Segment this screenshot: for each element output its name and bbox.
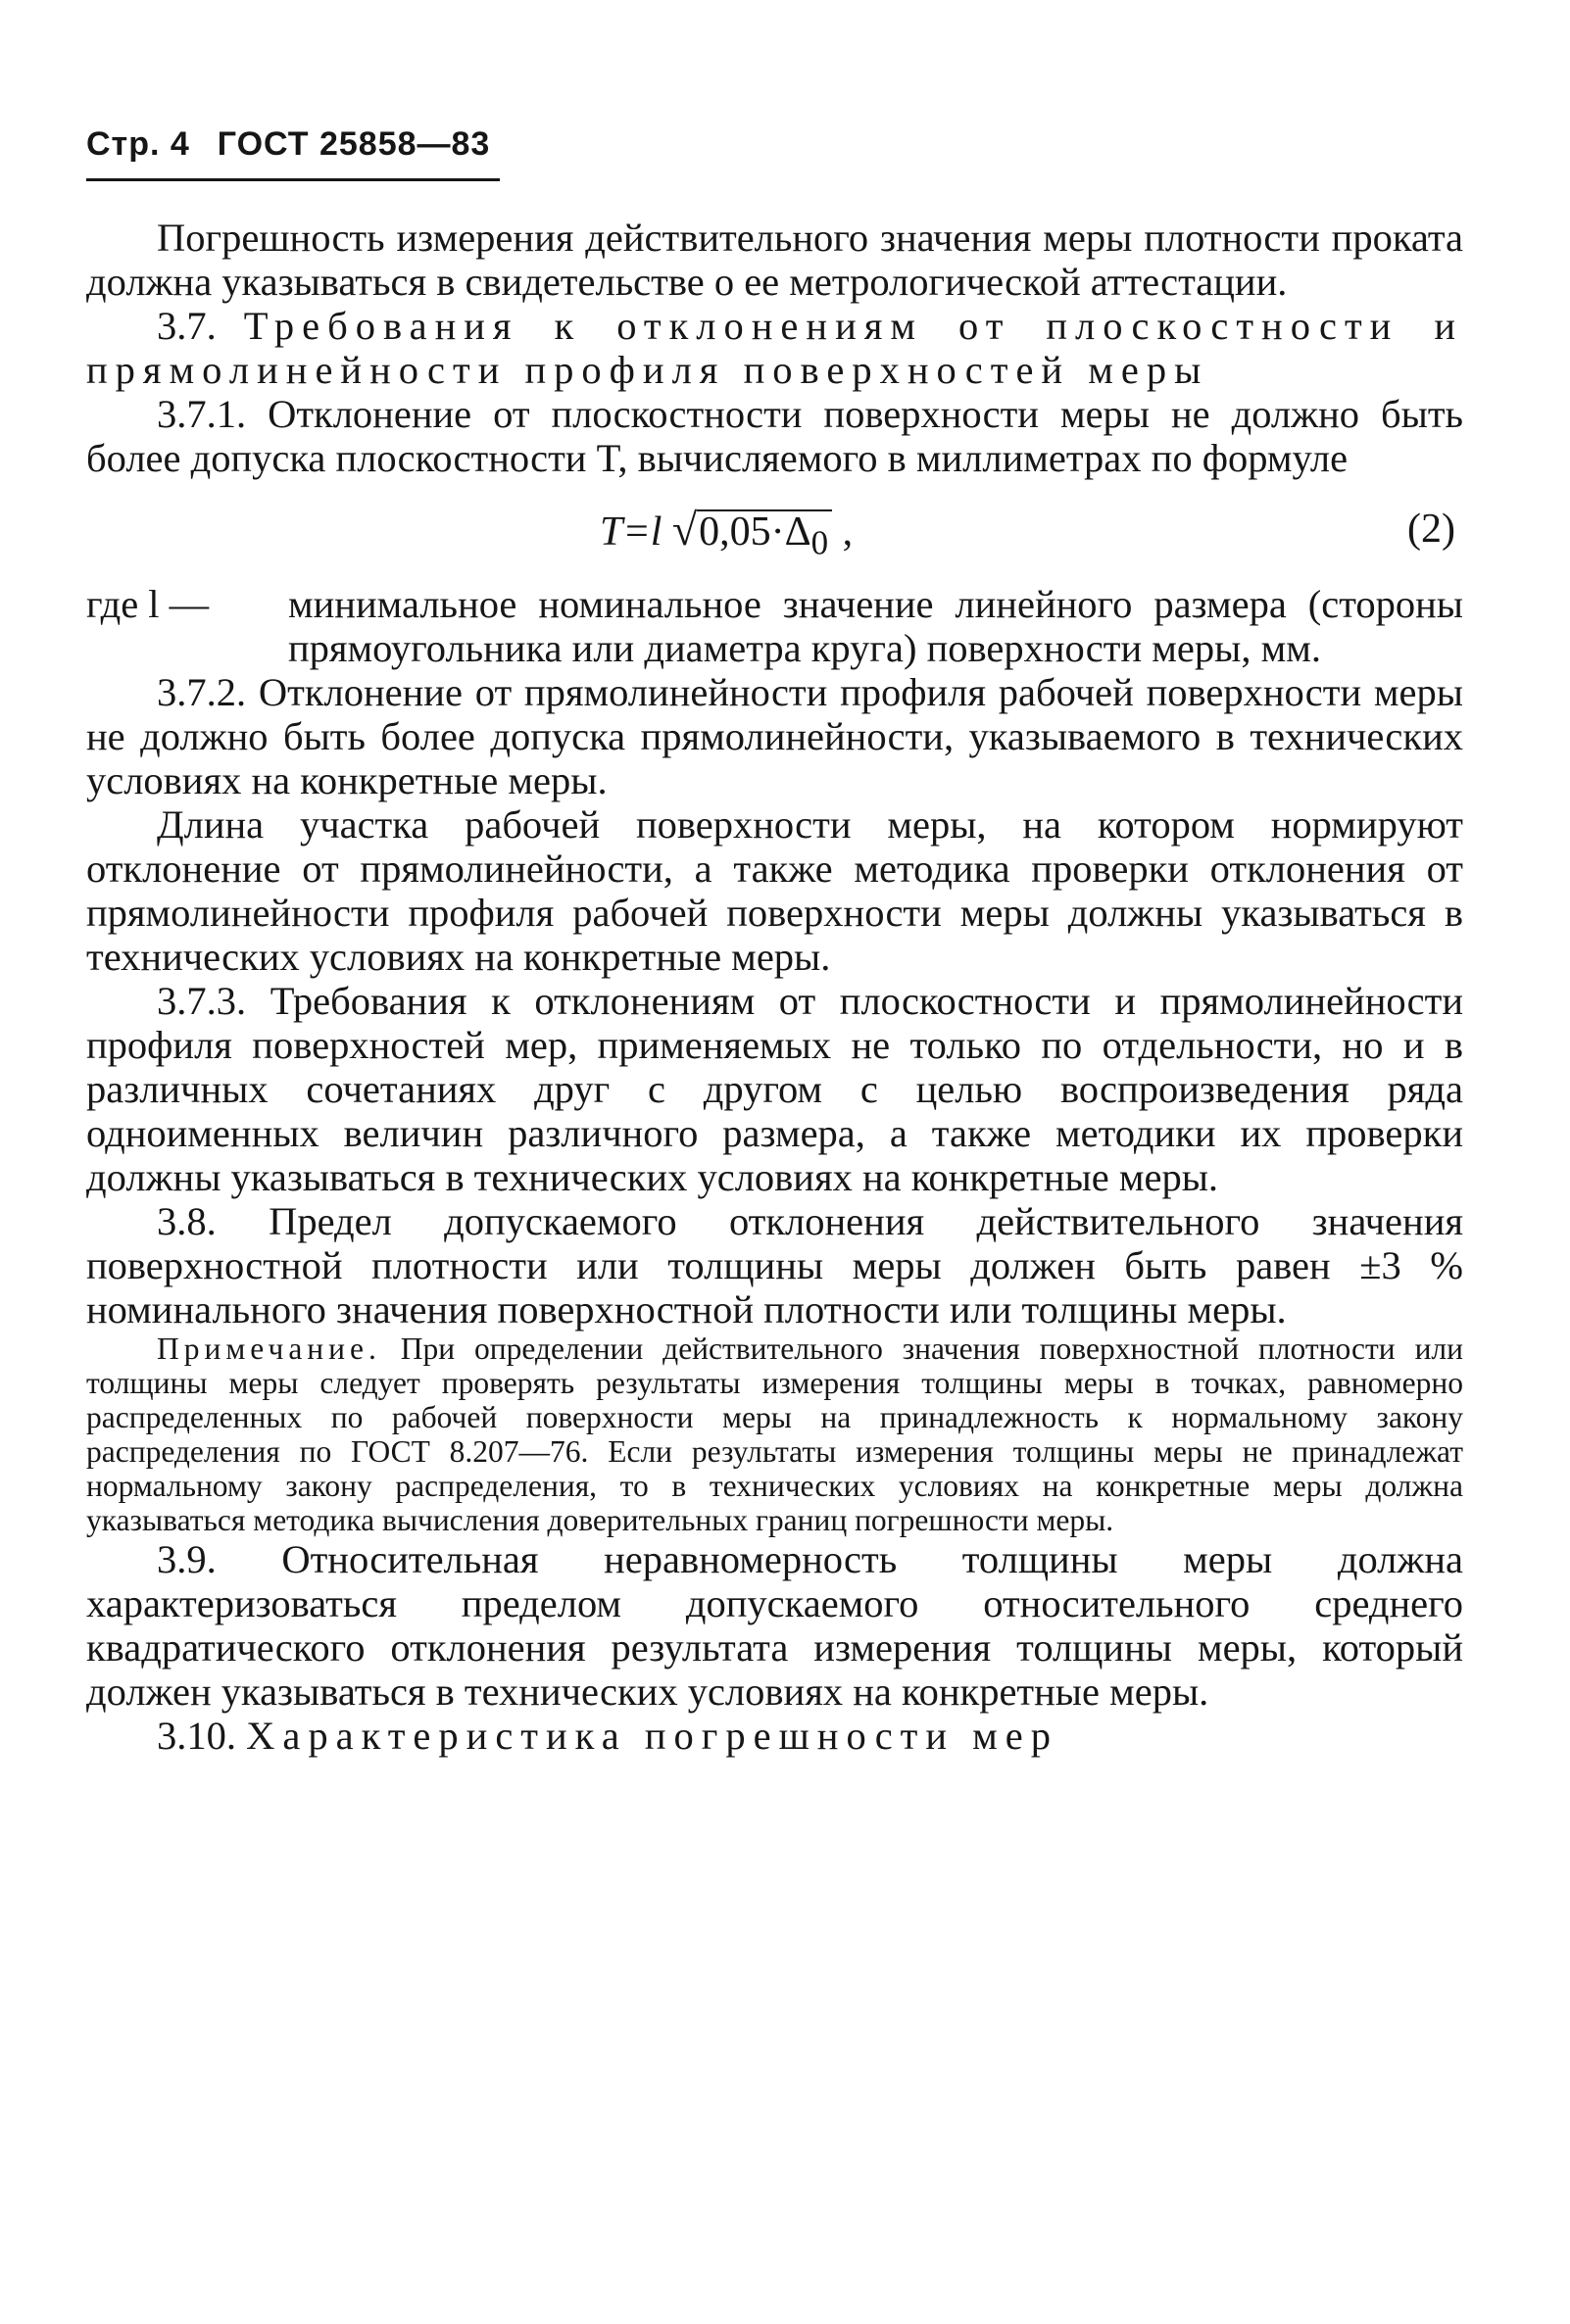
note-text: При определении действительного значения поверхностной плотности или толщины меры следует проверять результаты измерения толщины меры в точках, равномерно распределенных по рабочей поверхности меры на принадлежность к нормальному закону распределения по ГОСТ 8.207—76. Если результаты измерения толщины меры не принадлежат нормальному закону распределения, то в технических условиях на конкретные меры должна указываться методика вычисления доверительных границ погрешности меры.: [86, 1331, 1463, 1537]
section-3-7-number: 3.7.: [157, 304, 217, 348]
radicand-text: 0,05·Δ: [699, 509, 811, 555]
page-header: [86, 125, 490, 164]
section-3-7-heading: [86, 304, 1463, 392]
radicand-subscript: 0: [810, 523, 829, 562]
radical-sign-icon: √: [671, 505, 698, 555]
section-3-7-2: 3.7.2. Отклонение от прямолинейности профиля рабочей поверхности меры не должно быть более допуска прямолинейности, указываемого в технических условиях на конкретные меры.: [86, 670, 1463, 802]
section-3-8: 3.8. Предел допускаемого отклонения действительного значения поверхностной плотности или толщины меры должен быть равен ±3 % номинального значения поверхностной плотности или толщины меры.: [86, 1199, 1463, 1331]
intro-paragraph: Погрешность измерения действительного значения меры плотности проката должна указываться в свидетельстве о ее метрологической аттестации.: [86, 216, 1463, 304]
formula-trailing-comma: ,: [842, 509, 854, 555]
formula-radicand: [697, 509, 832, 563]
length-paragraph: Длина участка рабочей поверхности меры, на котором нормируют отклонение от прямолинейности, а также методика проверки отклонения от прямолинейности профиля рабочей поверхности меры должны указываться в технических условиях на конкретные меры.: [86, 802, 1463, 979]
note-block: [86, 1331, 1463, 1537]
section-3-10-heading: [86, 1714, 1463, 1758]
formula-number: (2): [1407, 507, 1455, 552]
where-lead: где l —: [86, 582, 210, 626]
section-3-10-title: Характеристика погрешности мер: [246, 1714, 1059, 1758]
section-3-7-3: 3.7.3. Требования к отклонениям от плоскостности и прямолинейности профиля поверхностей мер, применяемых не только по отдельности, но и в различных сочетаниях друг с другом с целью воспроизведения ряда одноименных величин различного размера, а также методики их проверки должны указываться в технических условиях на конкретные меры.: [86, 979, 1463, 1199]
formula: [600, 505, 854, 563]
section-3-10-number: 3.10.: [157, 1714, 236, 1758]
header-rule: [86, 178, 500, 181]
formula-row: [86, 500, 1463, 578]
note-label: Примечание.: [157, 1331, 381, 1366]
where-definition: минимальное номинальное значение линейного размера (стороны прямоугольника или диаметра круга) поверхности меры, мм.: [288, 582, 1463, 670]
document-body: [86, 216, 1463, 1758]
page-number: Стр. 4: [86, 125, 190, 163]
where-clause: [86, 582, 1463, 670]
formula-lhs: T=l: [600, 509, 662, 555]
standard-code: ГОСТ 25858—83: [217, 125, 491, 163]
section-3-7-1: 3.7.1. Отклонение от плоскостности поверхности меры не должно быть более допуска плоскостности T, вычисляемого в миллиметрах по формуле: [86, 392, 1463, 480]
section-3-7-title: Требования к отклонениям от плоскостности и прямолинейности профиля поверхностей меры: [86, 304, 1463, 392]
section-3-9: 3.9. Относительная неравномерность толщины меры должна характеризоваться пределом допускаемого относительного среднего квадратического отклонения результата измерения толщины меры, который должен указываться в технических условиях на конкретные меры.: [86, 1537, 1463, 1714]
